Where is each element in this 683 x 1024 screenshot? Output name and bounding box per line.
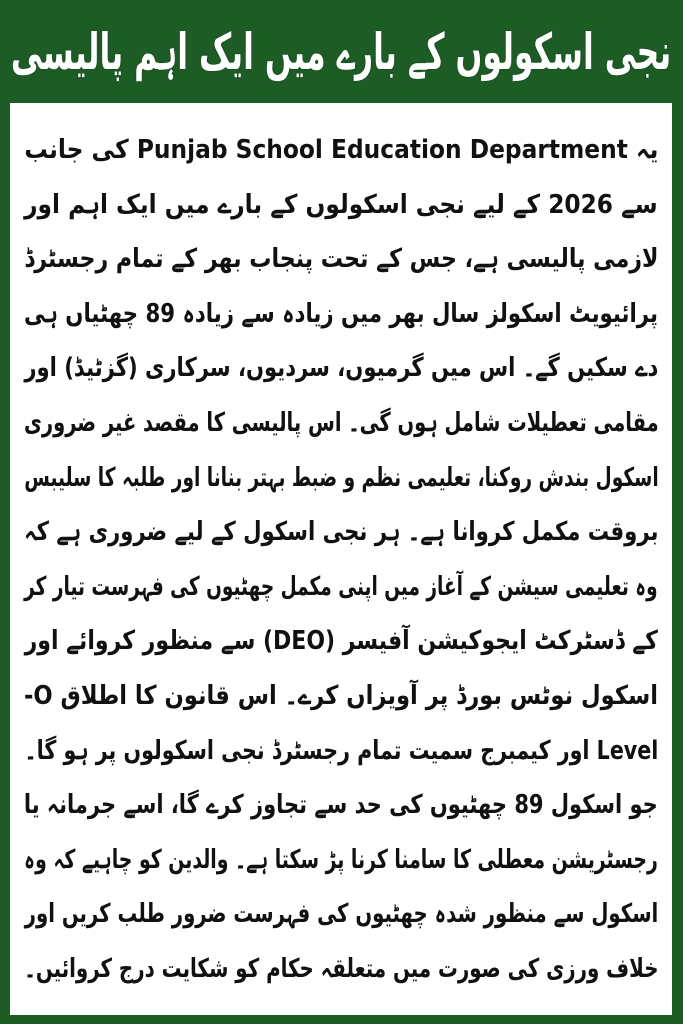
article-line-6: مقامی تعطیلات شامل ہوں گی۔ اس پالیسی کا مقصد غیر ضروری [23,407,659,438]
article-body [24,123,658,997]
headline-title: نجی اسکولوں کے بارے میں ایک اہم پالیسی [11,22,672,81]
article-panel [10,103,672,1015]
article-line-14: رجسٹریشن معطلی کا سامنا کرنا پڑ سکتا ہے۔ والدین کو چاہیے کہ وہ [24,844,658,875]
article-line-8: بروقت مکمل کروانا ہے۔ ہر نجی اسکول کے لیے ضروری ہے کہ [23,517,659,548]
article-line-4: پرائیویٹ اسکولز سال بھر میں زیادہ سے زیادہ 89 چھٹیاں ہی [23,298,658,329]
article-line-12: Level اور کیمبرج سمیت تمام رجسٹرڈ نجی اسکولوں پر ہو گا۔ [24,735,658,766]
article-line-11: اسکول نوٹس بورڈ پر آویزاں کرے۔ اس قانون کا اطلاق O- [23,680,659,711]
article-line-13: جو اسکول 89 چھٹیوں کی حد سے تجاوز کرے گا، اسے جرمانہ یا [24,790,658,821]
article-line-2: سے 2026 کے لیے نجی اسکولوں کے بارے میں ایک اہم اور [24,189,658,220]
article-line-16: خلاف ورزی کی صورت میں متعلقہ حکام کو شکایت درج کروائیں۔ [23,953,658,984]
article-line-7: اسکول بندش روکنا، تعلیمی نظم و ضبط بہتر بنانا اور طلبہ کا سلیبس [23,462,659,493]
article-line-3: لازمی پالیسی ہے، جس کے تحت پنجاب بھر کے تمام رجسٹرڈ [23,244,658,275]
article-line-10: کے ڈسٹرکٹ ایجوکیشن آفیسر (DEO) سے منظور کروائے اور [24,626,658,657]
article-line-5: دے سکیں گے۔ اس میں گرمیوں، سردیوں، سرکاری (گزٹیڈ) اور [24,353,658,384]
article-line-15: اسکول سے منظور شدہ چھٹیوں کی فہرست ضرور طلب کریں اور [24,899,658,930]
article-line-9: وہ تعلیمی سیشن کے آغاز میں اپنی مکمل چھٹیوں کی فہرست تیار کر [24,571,658,602]
headline-banner [0,0,683,103]
article-line-1: یہ Punjab School Education Department کی جانب [23,135,659,165]
